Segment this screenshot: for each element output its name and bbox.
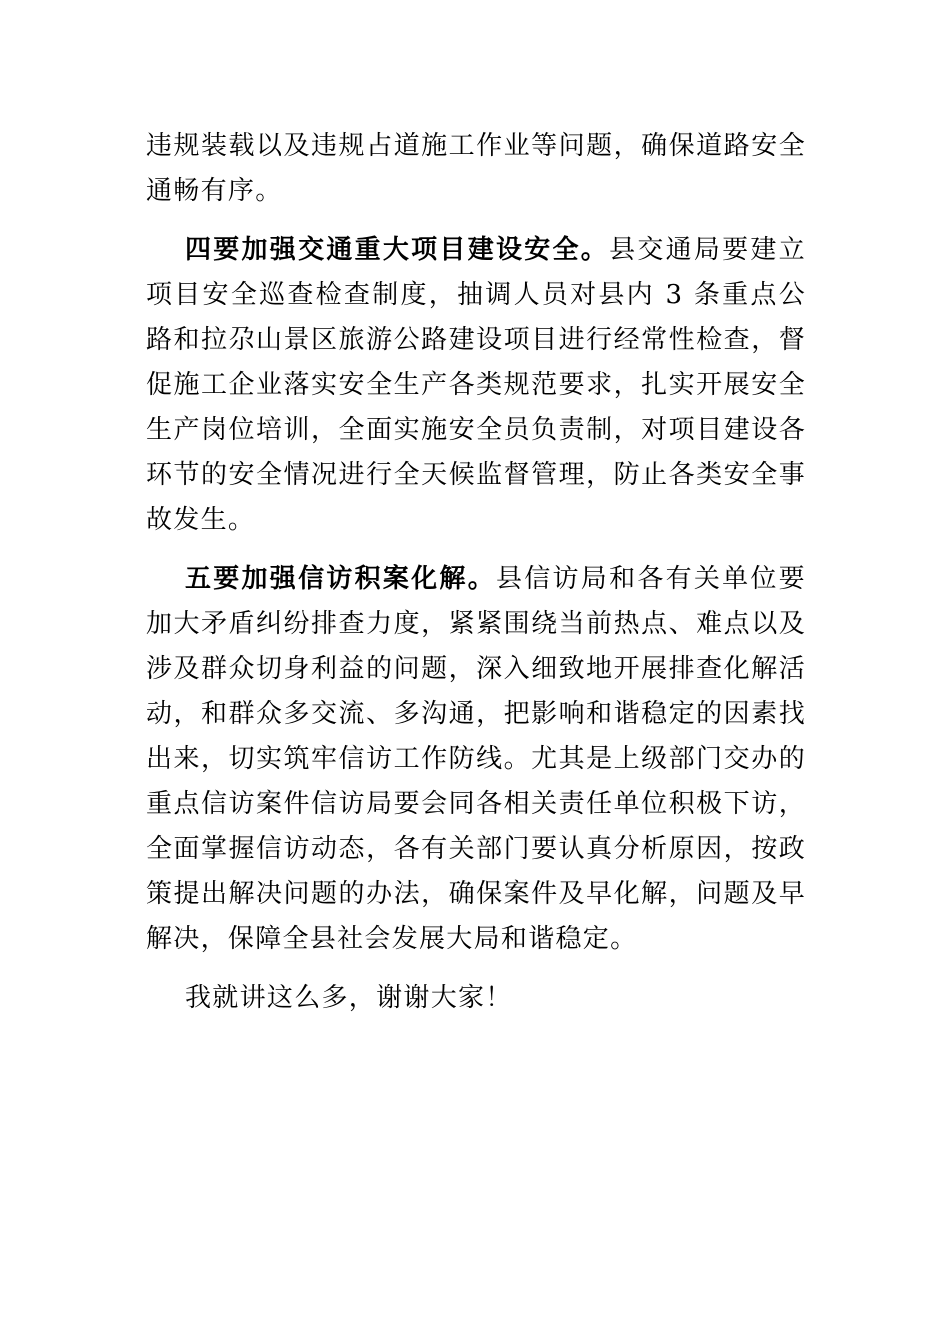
paragraph-text: 我就讲这么多，谢谢大家！ xyxy=(185,983,513,1013)
paragraph-closing xyxy=(146,976,806,1021)
paragraph-text: 县信访局和各有关单位要加大矛盾纠纷排查力度，紧紧围绕当前热点、难点以及涉及群众切身利益的问题，深入细致地开展排查化解活动，和群众多交流、多沟通，把影响和谐稳定的因素找出来，切实筑牢信访工作防线。尤其是上级部门交办的重点信访案件信访局要会同各相关责任单位积极下访，全面掌握信访动态，各有关部门要认真分析原因，按政策提出解决问题的办法，确保案件及早化解，问题及早解决，保障全县社会发展大局和谐稳定。 xyxy=(146,564,806,954)
paragraph-traffic-projects xyxy=(146,228,806,543)
paragraph-heading: 五要加强信访积案化解。 xyxy=(185,564,496,594)
paragraph-continuation xyxy=(146,124,806,214)
document-body xyxy=(146,124,806,1035)
paragraph-petition-cases xyxy=(146,557,806,962)
paragraph-heading: 四要加强交通重大项目建设安全。 xyxy=(185,235,610,265)
paragraph-text: 县交通局要建立项目安全巡查检查制度，抽调人员对县内 3 条重点公路和拉尕山景区旅游公路建设项目进行经常性检查，督促施工企业落实安全生产各类规范要求，扎实开展安全生产岗位培训，全面实施安全员负责制，对项目建设各环节的安全情况进行全天候监督管理，防止各类安全事故发生。 xyxy=(146,235,806,535)
paragraph-text: 违规装载以及违规占道施工作业等问题，确保道路安全通畅有序。 xyxy=(146,131,806,206)
